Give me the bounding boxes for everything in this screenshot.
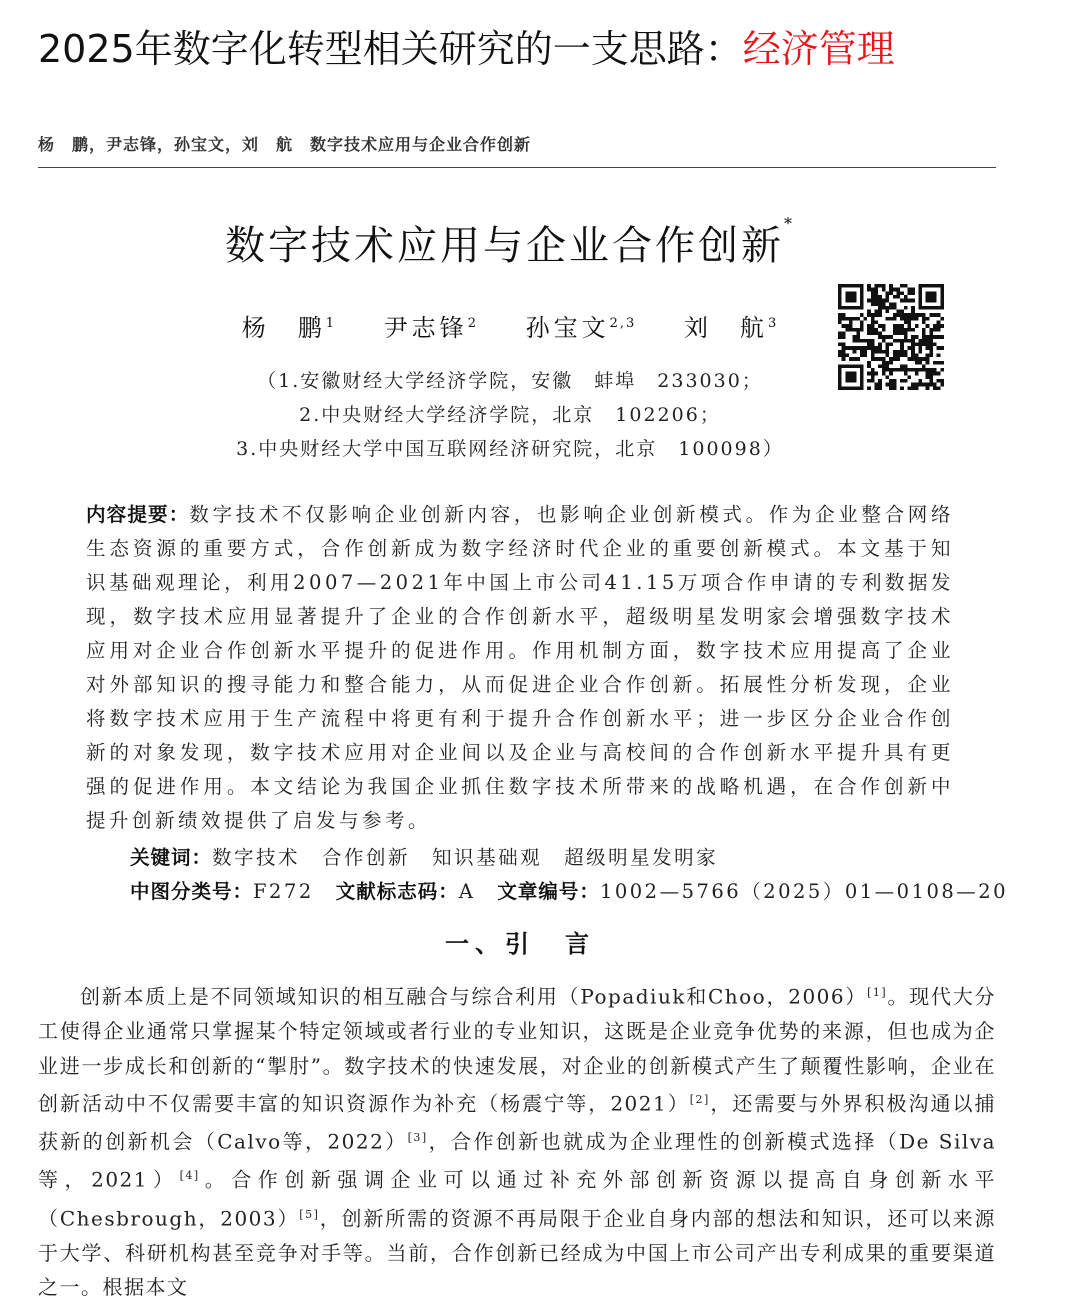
author: 杨 鹏$^1$	[241, 314, 337, 342]
author: 孙宝文$^{2,3}$	[525, 314, 637, 342]
abstract: 内容提要：数字技术不仅影响企业创新内容，也影响企业创新模式。作为企业整合网络生态资源的重要方式，合作创新成为数字经济时代企业的重要创新模式。本文基于知识基础观理论，利用2007—2021年中国上市公司41.15万项合作申请的专利数据发现，数字技术应用显著提升了企业的合作创新水平，超级明星发明家会增强数字技术应用对企业合作创新水平提升的促进作用。作用机制方面，数字技术应用提高了企业对外部知识的搜寻能力和整合能力，从而促进企业合作创新。拓展性分析发现，企业将数字技术应用于生产流程中将更有利于提升合作创新水平；进一步区分企业合作创新的对象发现，数字技术应用对企业间以及企业与高校间的合作创新水平提升具有更强的促进作用。本文结论为我国企业抓住数字技术所带来的战略机遇，在合作创新中提升创新绩效提供了启发与参考。	[86, 503, 954, 832]
citation-mark[interactable]: [5]	[299, 1207, 320, 1221]
body-text-run: 创新本质上是不同领域知识的相互融合与综合利用（Popadiuk和Choo，2006）	[80, 984, 868, 1009]
author: 尹志锋$^2$	[383, 314, 478, 342]
clc-value: F272	[253, 880, 314, 903]
keyword: 数字技术	[212, 846, 301, 869]
keyword: 知识基础观	[432, 846, 543, 869]
keywords-label: 关键词	[130, 846, 192, 869]
paper-title-text: 数字技术应用与企业合作创新	[225, 223, 784, 269]
doc-code-label: 文献标志码	[335, 880, 439, 903]
section-heading: 一、引 言	[445, 929, 595, 958]
abstract-text: 数字技术不仅影响企业创新内容，也影响企业创新模式。作为企业整合网络生态资源的重要方式，合作创新成为数字经济时代企业的重要创新模式。本文基于知识基础观理论，利用2007—2021年中国上市公司41.15万项合作申请的专利数据发现，数字技术应用显著提升了企业的合作创新水平，超级明星发明家会增强数字技术应用对企业合作创新水平提升的促进作用。作用机制方面，数字技术应用提高了企业对外部知识的搜寻能力和整合能力，从而促进企业合作创新。拓展性分析发现，企业将数字技术应用于生产流程中将更有利于提升合作创新水平；进一步区分企业合作创新的对象发现，数字技术应用对企业间以及企业与高校间的合作创新水平提升具有更强的促进作用。本文结论为我国企业抓住数字技术所带来的战略机遇，在合作创新中提升创新绩效提供了启发与参考。	[86, 503, 954, 832]
body-text-run: ，创新所需的资源不再局限于企业自身内部的想法和知识，还可以来源于大学、科研机构甚至竞争对手等。当前，合作创新已经成为中国上市公司产出专利成果的重要渠道之一。根据本文	[38, 1206, 997, 1300]
title-footnote-mark: *	[784, 214, 795, 233]
abstract-label: 内容提要	[86, 503, 169, 526]
headline-accent: 经济管理	[742, 27, 895, 71]
running-head: 杨 鹏，尹志锋，孙宝文，刘 航 数字技术应用与企业合作创新	[38, 132, 996, 168]
article-number-value: 1002—5766（2025）01—0108—20	[599, 880, 1009, 903]
keywords-line: 关键词：数字技术 合作创新 知识基础观 超级明星发明家	[130, 846, 719, 869]
classification-line: 中图分类号：F272 文献标志码：A 文章编号：1002—5766（2025）01—0108—20	[130, 880, 1009, 903]
keyword: 超级明星发明家	[564, 846, 719, 869]
author: 刘 航$^3$	[683, 314, 779, 342]
doc-code-value: A	[458, 880, 476, 903]
page-headline	[38, 24, 1048, 74]
citation-mark[interactable]: [2]	[689, 1093, 710, 1107]
body-text-run: 。现代大分工使得企业通常只掌握某个特定领域或者行业的专业知识，这既是企业竞争优势的来源，但也成为企业进一步成长和创新的“掣肘”。数字技术的快速发展，对企业的创新模式产生了颠覆性影响，企业在创新活动中不仅需要丰富的知识资源作为补充（杨震宁等，2021）	[38, 984, 997, 1116]
clc-label: 中图分类号	[130, 880, 233, 903]
citation-mark[interactable]: [3]	[407, 1131, 428, 1145]
article-number-label: 文章编号	[497, 880, 580, 903]
body-paragraph	[38, 976, 996, 1305]
affiliation-line: 3.中央财经大学中国互联网经济研究院，北京 100098）	[236, 438, 784, 460]
body-text-run: ，合作创新也就成为企业理性的创新模式选择（De Silva等，2021）	[38, 1129, 996, 1193]
affiliation-line: 2.中央财经大学经济学院，北京 102206；	[299, 404, 721, 426]
affiliation-line: （1.安徽财经大学经济学院，安徽 蚌埠 233030；	[257, 370, 763, 392]
citation-mark[interactable]: [1]	[867, 986, 888, 999]
body-text-run: 。合作创新强调企业可以通过补充外部创新资源以提高自身创新水平（Chesbrough，2003）	[38, 1168, 996, 1231]
qr-code-icon[interactable]	[836, 284, 946, 390]
paper-title	[0, 214, 1020, 271]
keyword: 合作创新	[322, 846, 411, 869]
citation-mark[interactable]: [4]	[179, 1169, 200, 1183]
body-text-run: ，还需要与外界积极沟通以捕获新的创新机会（Calvo等，2022）	[38, 1091, 997, 1154]
headline-main: 2025年数字化转型相关研究的一支思路：	[38, 27, 743, 71]
